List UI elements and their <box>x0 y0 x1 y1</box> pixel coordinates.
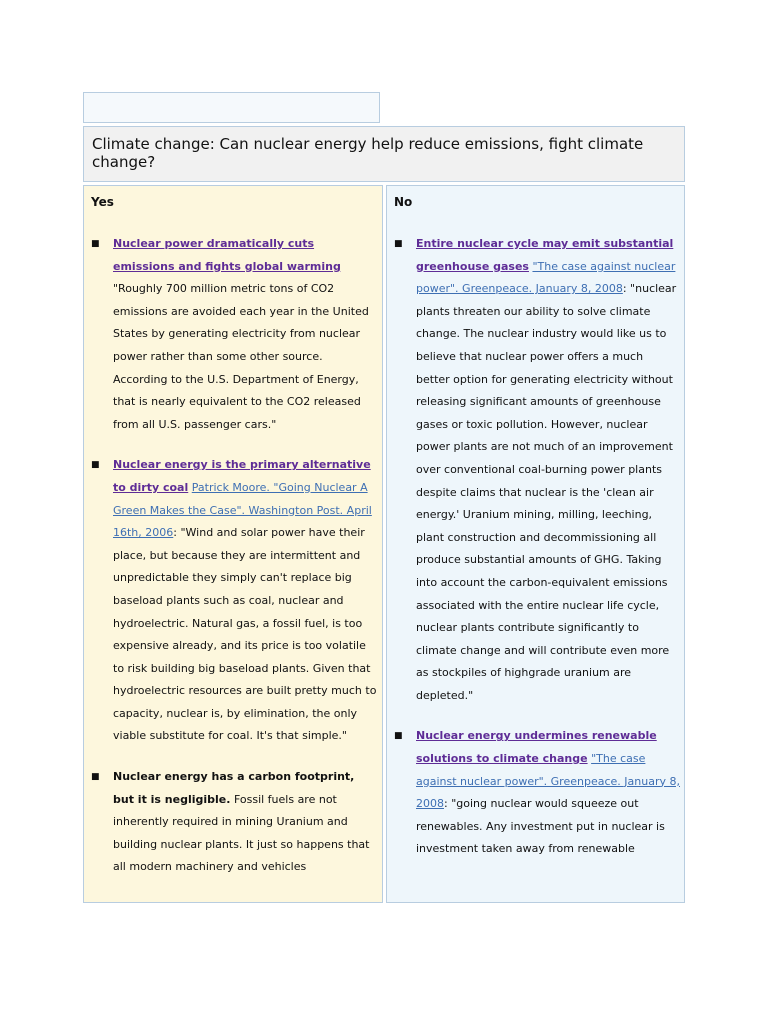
source-link[interactable]: "The case against nuclear power". Greenpeace. January 8, 2008 <box>416 752 680 811</box>
bullet-icon: ■ <box>91 772 100 783</box>
page-title: Climate change: Can nuclear energy help reduce emissions, fight climate change? <box>92 135 644 171</box>
no-argument <box>394 233 680 707</box>
argument-headline: Nuclear energy has a carbon footprint, but it is negligible. <box>113 770 355 806</box>
argument-text: : "nuclear plants threaten our ability to solve climate change. The nuclear industry would like us to believe that nuclear power offers a much better option for generating electricity without releasing significant amounts of greenhouse gases or toxic pollution. However, nuclear power plants are not much of an improvement over conventional coal-burning power plants despite claims that nuclear is the 'clean air energy.' Uranium mining, milling, leeching, plant construction and decommissioning all produce substantial amounts of GHG. Taking into account the carbon-equivalent emissions associated with the entire nuclear life cycle, nuclear plants contribute significantly to climate change and will contribute even more as stockpiles of highgrade uranium are depleted." <box>416 282 677 702</box>
argument-text: "Roughly 700 million metric tons of CO2 emissions are avoided each year in the United States by generating electricity from nuclear power rather than some other source. According to the U.S. Department of Energy, that is nearly equivalent to the CO2 released from all U.S. passenger cars." <box>113 282 369 431</box>
argument-link[interactable]: Nuclear energy is the primary alternative to dirty coal <box>113 458 371 494</box>
bullet-icon: ■ <box>394 239 403 249</box>
yes-heading: Yes <box>91 195 114 209</box>
no-argument <box>394 725 680 861</box>
no-argument-list <box>394 233 680 879</box>
argument-text: : "going nuclear would squeeze out renewables. Any investment put in nuclear is investment taken away from renewable <box>416 797 665 856</box>
argument-text: Fossil fuels are not inherently required in mining Uranium and building nuclear plants. It just so happens that all modern machinery and vehicles <box>113 792 370 874</box>
no-heading: No <box>394 195 413 209</box>
bullet-icon: ■ <box>394 731 403 742</box>
yes-argument-list <box>91 233 378 897</box>
no-column <box>386 185 685 903</box>
yes-argument <box>91 454 378 748</box>
source-link[interactable]: "The case against nuclear power". Greenpeace. January 8, 2008 <box>416 259 676 296</box>
yes-column <box>83 185 383 903</box>
bullet-icon: ■ <box>91 460 100 471</box>
argument-link[interactable]: Entire nuclear cycle may emit substantial greenhouse gases <box>416 237 674 273</box>
argument-text: : "Wind and solar power have their place, but because they are intermittent and unpredictable they simply can't replace big baseload plants such as coal, nuclear and hydroelectric. Natural gas, a fossil fuel, is too expensive already, and its price is too volatile to risk building big baseload plants. Given that hydroelectric resources are built pretty much to capacity, nuclear is, by elimination, the only viable substitute for coal. It's that simple." <box>113 526 377 743</box>
yes-argument <box>91 233 378 436</box>
source-link[interactable]: Patrick Moore. "Going Nuclear A Green Makes the Case". Washington Post. April 16th, 2006 <box>113 480 372 540</box>
bullet-icon: ■ <box>91 239 100 249</box>
argument-link[interactable]: Nuclear energy undermines renewable solutions to climate change <box>416 729 657 766</box>
argument-link[interactable]: Nuclear power dramatically cuts emissions and fights global warming <box>113 237 341 273</box>
yes-argument <box>91 766 378 879</box>
title-box <box>83 126 685 182</box>
empty-header-box <box>83 92 380 123</box>
